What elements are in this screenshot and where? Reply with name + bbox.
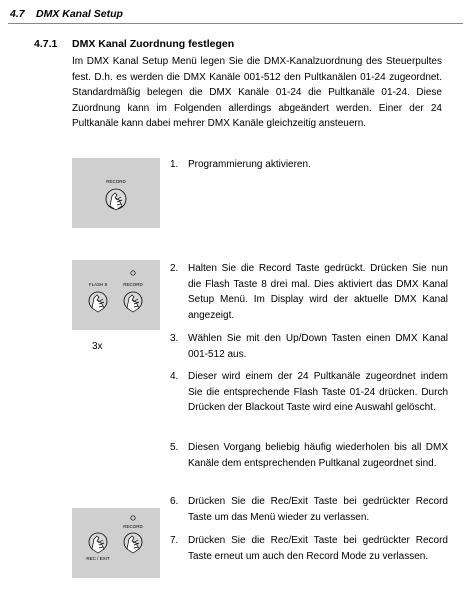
step-text: Drücken Sie die Rec/Exit Taste bei gedrückter Record Taste um das Menü wieder zu verlassen. — [188, 496, 448, 523]
recexit-button-label: REC / EXIT — [86, 556, 110, 561]
step-6 — [170, 494, 448, 525]
record-button-label: RECORD — [123, 282, 143, 287]
record-button-label: RECORD — [123, 524, 143, 529]
step-text: Drücken Sie die Rec/Exit Taste bei gedrückter Record Taste erneut um auch den Record Mode zu verlassen. — [188, 535, 448, 562]
step-number: 2. — [170, 263, 179, 274]
step-3 — [170, 331, 448, 362]
step-7 — [170, 533, 448, 564]
step-number: 6. — [170, 496, 179, 507]
subsection-number: 4.7.1 — [34, 38, 58, 50]
step-number: 4. — [170, 371, 179, 382]
step-text: Wählen Sie mit den Up/Down Tasten einen DMX Kanal 001-512 aus. — [188, 333, 448, 360]
subsection-heading — [34, 38, 234, 50]
step-text: Programmierung aktivieren. — [188, 159, 311, 170]
step-text: Diesen Vorgang beliebig häufig wiederholen bis all DMX Kanäle dem entsprechenden Pultkanal zugeordnet sind. — [188, 442, 448, 469]
step-text: Halten Sie die Record Taste gedrückt. Drücken Sie nun die Flash Taste 8 drei mal. Dies aktiviert das DMX Kanal Setup Menü. Im Display wird der aktuelle DMX Kanal angezeigt. — [188, 263, 448, 321]
step-5 — [170, 440, 448, 471]
figure-flash-record-buttons — [72, 260, 160, 330]
step-number: 1. — [170, 159, 179, 170]
step-number: 5. — [170, 442, 179, 453]
section-number: 4.7 — [10, 8, 25, 20]
step-2 — [170, 261, 448, 323]
press-count-caption: 3x — [92, 341, 103, 352]
record-led-icon — [131, 516, 135, 520]
section-heading — [10, 8, 123, 20]
subsection-title: DMX Kanal Zuordnung festlegen — [72, 38, 235, 50]
figure-recexit-record-buttons — [72, 508, 160, 578]
step-1 — [170, 157, 448, 173]
step-number: 7. — [170, 535, 179, 546]
flash-button-label: FLASH 8 — [88, 282, 108, 287]
section-title: DMX Kanal Setup — [36, 8, 123, 20]
figure-record-button — [72, 158, 160, 228]
step-text: Dieser wird einem der 24 Pultkanäle zugeordnet indem Sie die entsprechende Flash Taste 01-24 drücken. Durch Drücken der Blackout Taste wird eine Auswahl gelöscht. — [188, 371, 448, 414]
record-led-icon — [131, 271, 135, 275]
step-number: 3. — [170, 333, 179, 344]
intro-paragraph: Im DMX Kanal Setup Menü legen Sie die DMX-Kanalzuordnung des Steuerpultes fest. D.h. es werden die DMX Kanäle 001-512 den Pultkanälen 01-24 zugeordnet. Standardmäßig belegen die DMX Kanäle 01-24 die Pultkanäle 01-24. Diese Zuordnung kann im Folgenden allerdings abgeändert werden. Einer der 24 Pultkanäle kann dabei mehrer DMX Kanäle gleichzeitig ansteuern. — [72, 56, 442, 130]
record-button-label: RECORD — [106, 179, 126, 184]
heading-divider — [8, 23, 463, 24]
step-4 — [170, 369, 448, 416]
